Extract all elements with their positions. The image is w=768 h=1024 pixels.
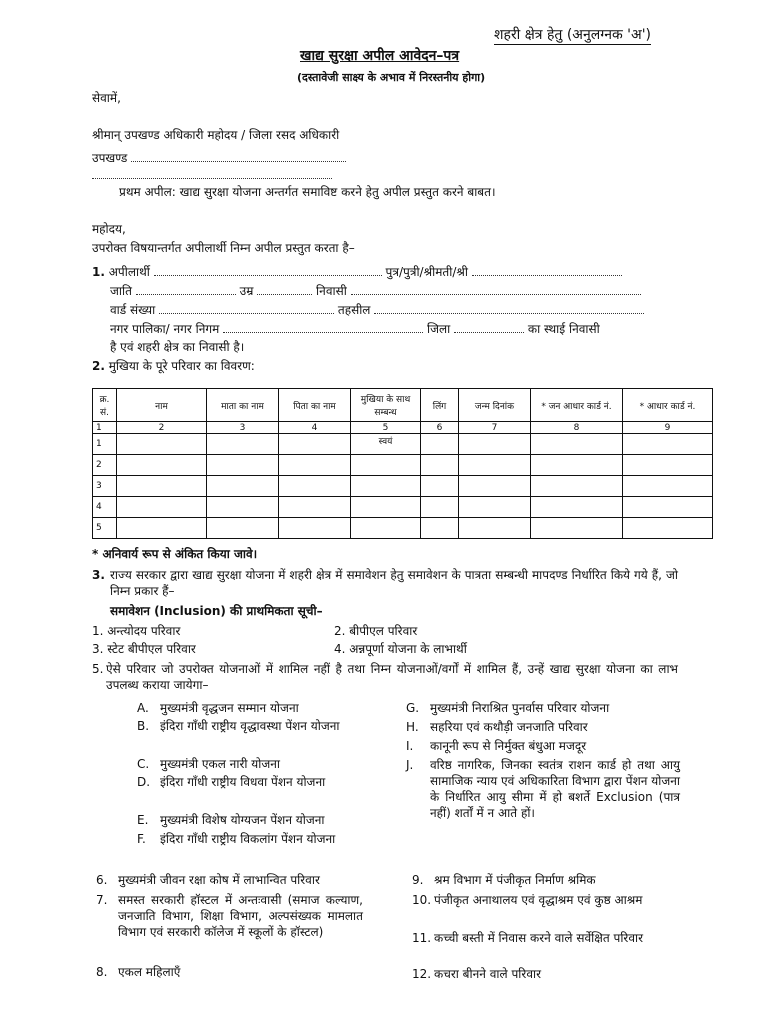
row-serial: 4: [93, 497, 117, 518]
caste-field[interactable]: [136, 282, 236, 295]
list-item: 4. अन्नपूर्णा योजना के लाभार्थी: [334, 642, 467, 656]
caste-line: [110, 282, 641, 299]
table-row: [93, 518, 713, 539]
table-cell[interactable]: [279, 455, 351, 476]
scheme-text: मुख्यमंत्री विशेष योग्यजन पेंशन योजना: [160, 813, 325, 827]
permanent-resident-label: का स्थाई निवासी: [527, 322, 600, 336]
family-details-heading: [92, 358, 255, 374]
table-cell[interactable]: [623, 476, 713, 497]
column-number: 9: [623, 422, 713, 434]
table-cell[interactable]: [421, 455, 459, 476]
table-number-row: [93, 422, 713, 434]
table-cell[interactable]: [207, 434, 279, 455]
table-cell[interactable]: [351, 518, 421, 539]
table-cell[interactable]: [531, 476, 623, 497]
column-number: 6: [421, 422, 459, 434]
item-text: पंजीकृत अनाथालय एवं वृद्धाश्रम एवं कुष्ठ आश्रम: [434, 893, 643, 907]
item-text: समस्त सरकारी हॉस्टल में अन्तःवासी (समाज कल्याण, जनजाति विभाग, शिक्षा विभाग, अल्पसंख्यक मामलात विभाग एवं सरकारी कॉलेज में स्कूलों के हॉस्टल): [118, 893, 363, 939]
resident-label: निवासी: [316, 284, 347, 298]
table-cell[interactable]: [207, 476, 279, 497]
table-row: [93, 455, 713, 476]
scheme-text: कानूनी रूप से निर्मुक्त बंधुआ मजदूर: [430, 739, 587, 753]
age-label: उम्र: [239, 284, 254, 298]
table-cell[interactable]: [459, 497, 531, 518]
district-field[interactable]: [454, 320, 524, 333]
column-number: 1: [93, 422, 117, 434]
appellant-label: अपीलार्थी: [108, 265, 150, 279]
table-cell[interactable]: [531, 455, 623, 476]
subject-line: प्रथम अपील: खाद्य सुरक्षा योजना अन्तर्गत समाविष्ट करने हेतु अपील प्रस्तुत करने बाबत।: [119, 185, 496, 199]
column-number: 3: [207, 422, 279, 434]
table-header-row: [93, 389, 713, 422]
table-row: [93, 497, 713, 518]
table-cell[interactable]: [531, 497, 623, 518]
subdivision-label: उपखण्ड: [92, 151, 128, 165]
table-cell[interactable]: [623, 455, 713, 476]
row-serial: 1: [93, 434, 117, 455]
scheme-key: F.: [137, 832, 146, 846]
row-serial: 5: [93, 518, 117, 539]
column-number: 5: [351, 422, 421, 434]
scheme-key: I.: [406, 739, 414, 753]
table-cell[interactable]: [459, 434, 531, 455]
table-cell[interactable]: [351, 455, 421, 476]
municipality-field[interactable]: [223, 320, 423, 333]
item-5-text: ऐसे परिवार जो उपरोक्त योजनाओं में शामिल नहीं है तथा निम्न योजनाओं/वर्गों में शामिल हैं, उन्हें खाद्य सुरक्षा योजना का लाभ उपलब्ध कराया जायेगा–: [106, 662, 678, 692]
resident-field[interactable]: [351, 282, 641, 295]
table-cell[interactable]: [459, 518, 531, 539]
item-3-number: 3.: [92, 568, 105, 582]
scheme-text: इंदिरा गाँधी राष्ट्रीय विधवा पेंशन योजना: [160, 775, 326, 789]
municipality-label: नगर पालिका/ नगर निगम: [110, 322, 220, 336]
table-cell[interactable]: [421, 497, 459, 518]
ward-field[interactable]: [159, 301, 334, 314]
subdivision-field[interactable]: [131, 149, 346, 162]
header-gender: लिंग: [421, 389, 459, 422]
district-label: जिला: [426, 322, 451, 336]
scheme-key: B.: [137, 719, 150, 733]
scheme-key: G.: [406, 701, 420, 715]
table-cell[interactable]: [459, 455, 531, 476]
tehsil-label: तहसील: [337, 303, 371, 317]
scheme-key: E.: [137, 813, 149, 827]
item-text: श्रम विभाग में पंजीकृत निर्माण श्रमिक: [434, 873, 596, 887]
row-serial: 2: [93, 455, 117, 476]
intro-text: उपरोक्त विषयान्तर्गत अपीलार्थी निम्न अपील प्रस्तुत करता है–: [92, 241, 355, 255]
table-cell[interactable]: [279, 518, 351, 539]
table-cell[interactable]: [623, 518, 713, 539]
header-relation: मुखिया के साथ सम्बन्ध: [351, 389, 421, 422]
table-cell[interactable]: [207, 497, 279, 518]
column-number: 7: [459, 422, 531, 434]
tehsil-field[interactable]: [374, 301, 644, 314]
address-extra-line: [92, 166, 332, 183]
table-cell[interactable]: [279, 434, 351, 455]
annexure-label: शहरी क्षेत्र हेतु (अनुलग्नक 'अ'): [494, 27, 652, 43]
scheme-text: सहरिया एवं कथौड़ी जनजाति परिवार: [430, 720, 588, 734]
family-table: [92, 388, 713, 539]
age-field[interactable]: [257, 282, 312, 295]
urban-resident-text: है एवं शहरी क्षेत्र का निवासी है।: [110, 340, 245, 354]
family-details-label: मुखिया के पूरे परिवार का विवरण:: [108, 359, 255, 373]
header-serial: क्र. सं.: [93, 389, 117, 422]
scheme-text: मुख्यमंत्री निराश्रित पुनर्वास परिवार योजना: [430, 701, 610, 715]
ward-line: [110, 301, 644, 318]
table-cell[interactable]: [117, 497, 207, 518]
item-number: 6.: [96, 873, 108, 887]
greeting: महोदय,: [92, 222, 126, 236]
subdivision-line: [92, 149, 346, 166]
header-aadhaar: * आधार कार्ड नं.: [623, 389, 713, 422]
table-cell[interactable]: [117, 476, 207, 497]
relation-label: पुत्र/पुत्री/श्रीमती/श्री: [385, 265, 468, 279]
table-cell[interactable]: [623, 434, 713, 455]
scheme-text: मुख्यमंत्री वृद्धजन सम्मान योजना: [160, 701, 299, 715]
list-item: 1. अन्त्योदय परिवार: [92, 624, 181, 638]
item-number: 8.: [96, 965, 108, 979]
header-dob: जन्म दिनांक: [459, 389, 531, 422]
table-cell[interactable]: [279, 497, 351, 518]
scheme-key: C.: [137, 757, 150, 771]
addressee: श्रीमान् उपखण्ड अधिकारी महोदय / जिला रसद अधिकारी: [92, 128, 340, 142]
table-cell[interactable]: [207, 518, 279, 539]
column-number: 4: [279, 422, 351, 434]
item-text: एकल महिलाएँ: [118, 965, 181, 979]
column-number: 2: [117, 422, 207, 434]
header-jan-aadhaar: * जन आधार कार्ड नं.: [531, 389, 623, 422]
table-cell[interactable]: [207, 455, 279, 476]
ward-label: वार्ड संख्या: [110, 303, 156, 317]
header-mother-name: माता का नाम: [207, 389, 279, 422]
table-cell[interactable]: [117, 455, 207, 476]
table-cell[interactable]: [421, 476, 459, 497]
header-name: नाम: [117, 389, 207, 422]
address-extra-field[interactable]: [92, 166, 332, 179]
item-1-number: 1.: [92, 265, 105, 279]
table-cell[interactable]: [351, 497, 421, 518]
scheme-text: इंदिरा गाँधी राष्ट्रीय विकलांग पेंशन योजना: [160, 832, 336, 846]
item-text: कचरा बीनने वाले परिवार: [434, 967, 542, 981]
salutation: सेवामें,: [92, 91, 121, 105]
appellant-line: [92, 263, 622, 280]
form-title: खाद्य सुरक्षा अपील आवेदन–पत्र: [300, 48, 460, 64]
table-cell[interactable]: स्वयं: [351, 434, 421, 455]
scheme-text: मुख्यमंत्री एकल नारी योजना: [160, 757, 281, 771]
table-row: [93, 434, 713, 455]
table-cell[interactable]: [117, 434, 207, 455]
item-2-number: 2.: [92, 359, 105, 373]
scheme-key: J.: [406, 758, 414, 772]
table-cell[interactable]: [459, 476, 531, 497]
scheme-key: D.: [137, 775, 151, 789]
table-cell[interactable]: [623, 497, 713, 518]
scheme-text: इंदिरा गाँधी राष्ट्रीय वृद्धावस्था पेंशन योजना: [160, 719, 340, 733]
header-father-name: पिता का नाम: [279, 389, 351, 422]
table-cell[interactable]: [531, 518, 623, 539]
appellant-field[interactable]: [154, 263, 382, 276]
item-5-number: 5.: [92, 662, 104, 676]
municipality-line: [110, 320, 600, 337]
mandatory-note: * अनिवार्य रूप से अंकित किया जावे।: [92, 547, 258, 561]
table-cell[interactable]: [279, 476, 351, 497]
item-number: 12.: [412, 967, 432, 981]
item-number: 9.: [412, 873, 424, 887]
table-cell[interactable]: [351, 476, 421, 497]
table-cell[interactable]: [421, 434, 459, 455]
item-number: 11.: [412, 931, 432, 945]
table-cell[interactable]: [117, 518, 207, 539]
list-item: 2. बीपीएल परिवार: [334, 624, 418, 638]
table-cell[interactable]: [531, 434, 623, 455]
item-3-text: राज्य सरकार द्वारा खाद्य सुरक्षा योजना में शहरी क्षेत्र में समावेशन हेतु समावेशन के पात्रता सम्बन्धी मापदण्ड निर्धारित किये गये हैं, जो निम्न प्रकार हैं–: [110, 568, 678, 598]
caste-label: जाति: [110, 284, 132, 298]
scheme-text: वरिष्ठ नागरिक, जिनका स्वतंत्र राशन कार्ड हो तथा आयु सामाजिक न्याय एवं अधिकारिता विभाग द्वारा पेंशन योजना के निर्धारित आयु सीमा में हो बशर्ते Exclusion (पात्र नहीं) शर्तों में न आते हों।: [430, 758, 680, 820]
item-text: मुख्यमंत्री जीवन रक्षा कोष में लाभान्वित परिवार: [118, 873, 320, 887]
item-text: कच्ची बस्ती में निवास करने वाले सर्वेक्षित परिवार: [434, 931, 644, 945]
column-number: 8: [531, 422, 623, 434]
list-item: 3. स्टेट बीपीएल परिवार: [92, 642, 196, 656]
form-subtitle: (दस्तावेजी साक्ष्य के अभाव में निरस्तनीय होगा): [297, 71, 486, 84]
inclusion-heading: समावेशन (Inclusion) की प्राथमिकता सूची–: [110, 604, 323, 618]
table-cell[interactable]: [421, 518, 459, 539]
scheme-key: A.: [137, 701, 149, 715]
relation-field[interactable]: [472, 263, 622, 276]
item-number: 7.: [96, 893, 108, 907]
row-serial: 3: [93, 476, 117, 497]
scheme-key: H.: [406, 720, 419, 734]
item-number: 10.: [412, 893, 432, 907]
table-row: [93, 476, 713, 497]
